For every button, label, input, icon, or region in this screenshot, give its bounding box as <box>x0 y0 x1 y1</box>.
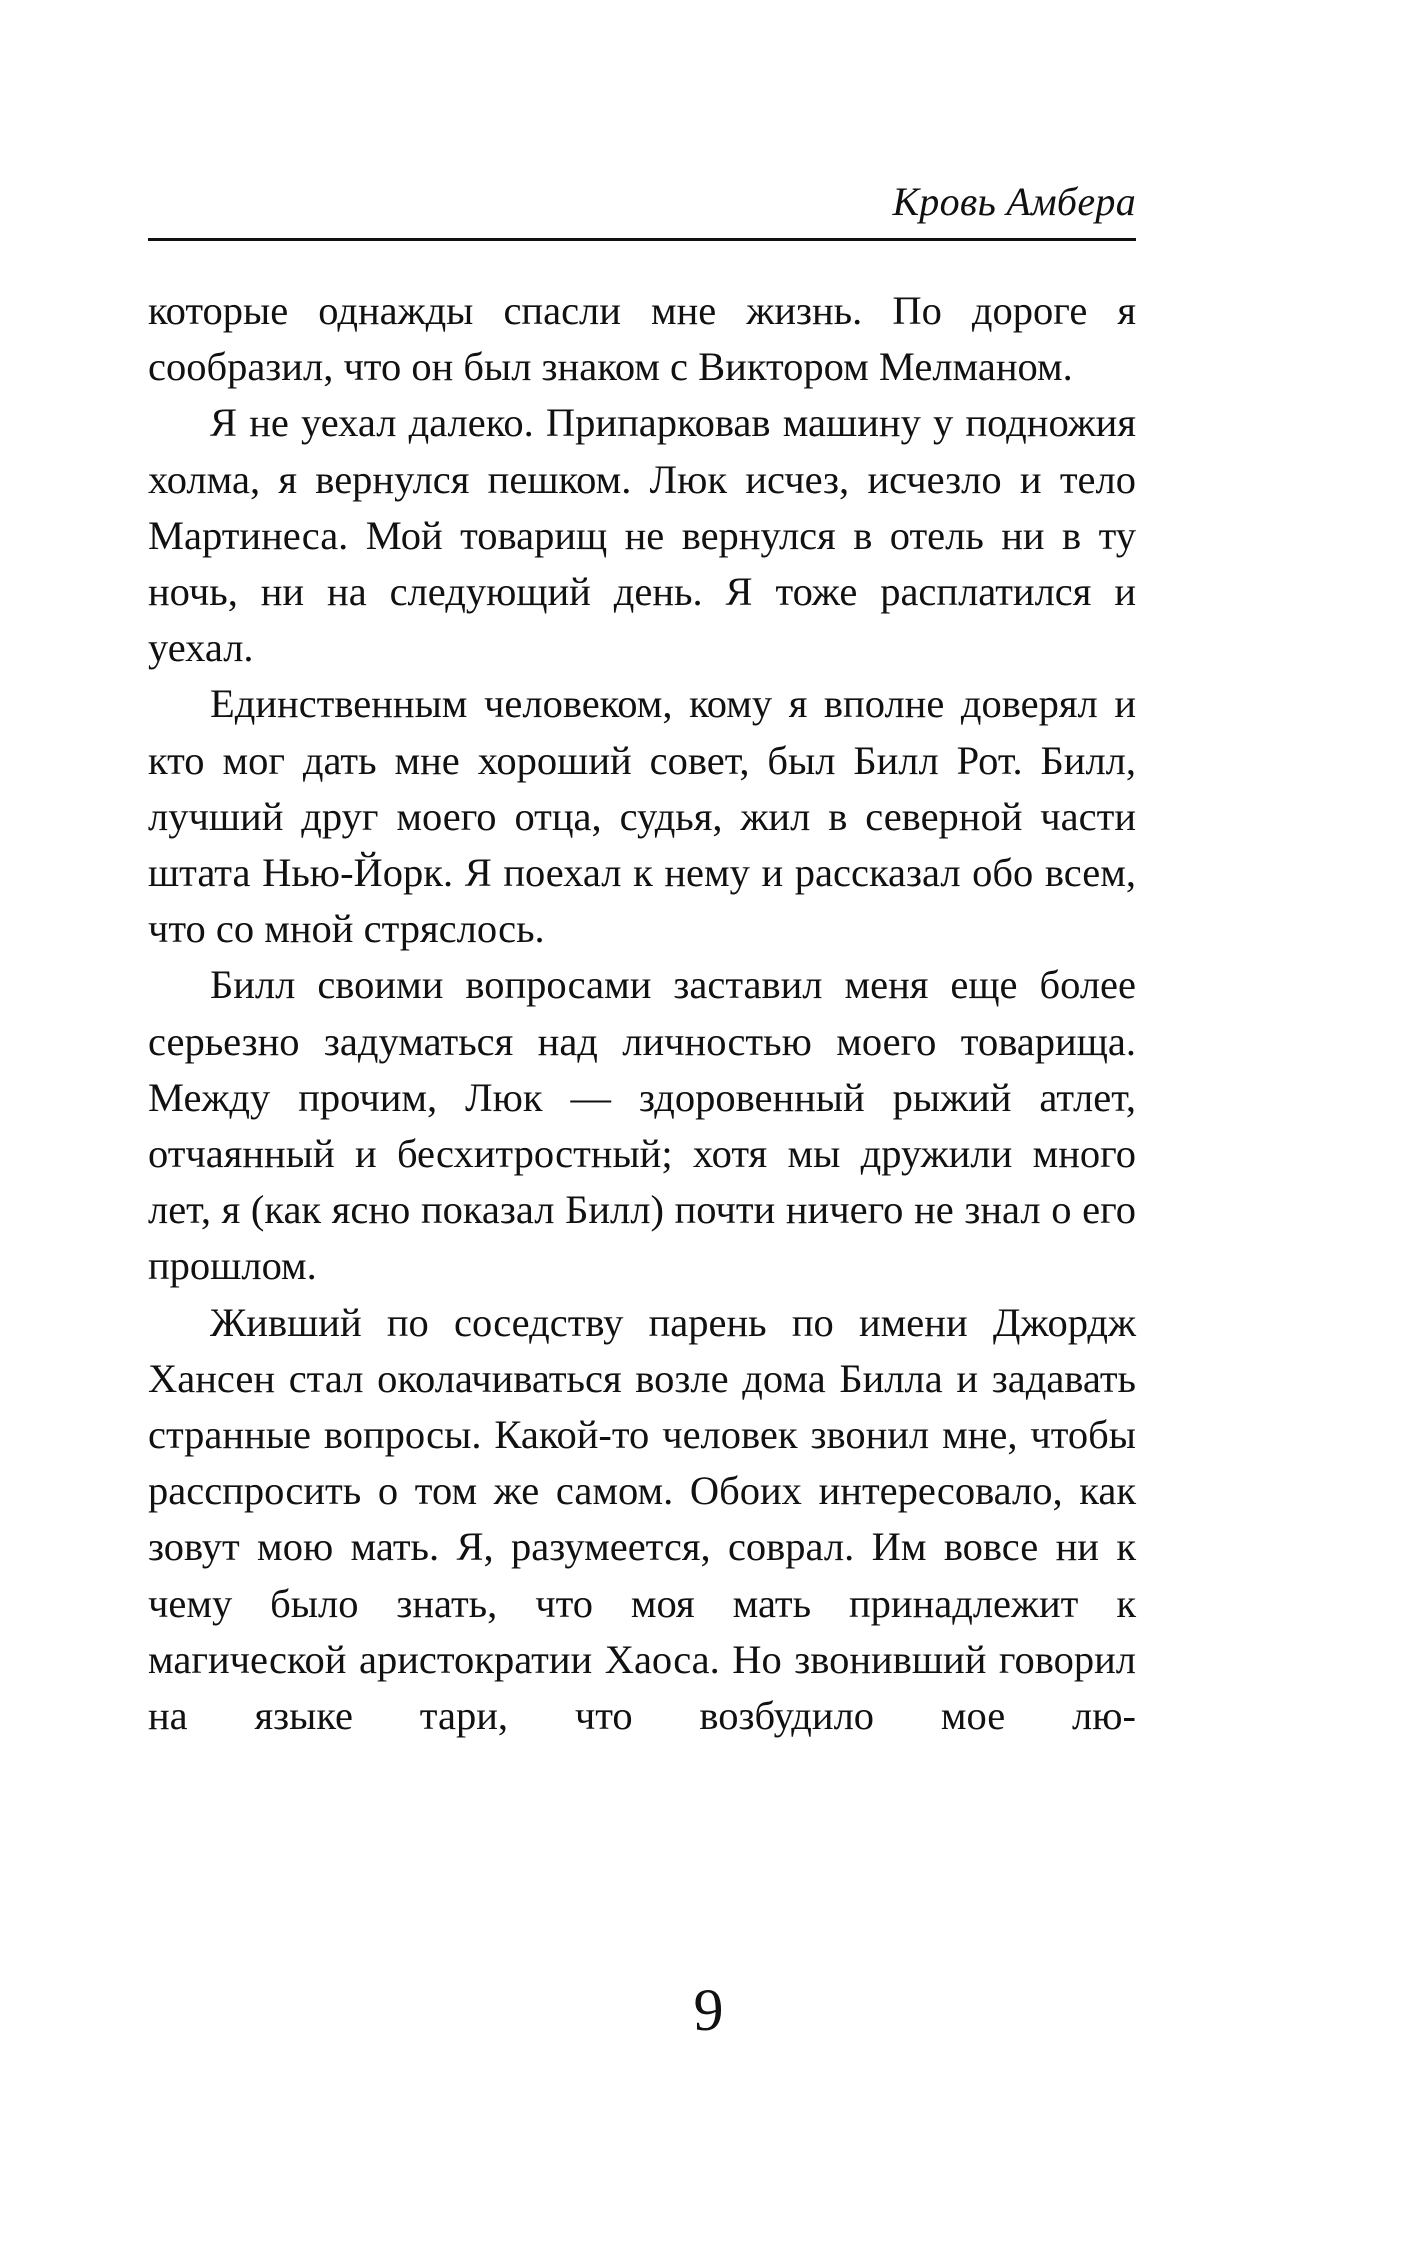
page-number: 9 <box>693 1977 724 2043</box>
paragraph-1: которые однажды спасли мне жизнь. По дороге я сообразил, что он был знаком с Виктором Мелманом. <box>148 288 1136 390</box>
paragraph-4: Билл своими вопросами заставил меня еще более серьезно задуматься над личностью моего товарища. Между прочим, Люк — здоровенный рыжий атлет, отчаянный и бесхитростный; хотя мы дружили много лет, я (как ясно показал Билл) почти ничего не знал о его прошлом. <box>148 962 1136 1289</box>
running-title: Кровь Амбера <box>892 179 1136 224</box>
running-header <box>148 180 1136 241</box>
paragraph-2: Я не уехал далеко. Припарковав машину у подножия холма, я вернулся пешком. Люк исчез, исчезло и тело Мартинеса. Мой товарищ не вернулся в отель ни в ту ночь, ни на следующий день. Я тоже расплатился и уехал. <box>148 400 1136 671</box>
body-text <box>148 283 1136 1744</box>
paragraph-3: Единственным человеком, кому я вполне доверял и кто мог дать мне хороший совет, был Билл Рот. Билл, лучший друг моего отца, судья, жил в северной части штата Нью-Йорк. Я поехал к нему и рассказал обо всем, что со мной стряслось. <box>148 681 1136 952</box>
paragraph-5: Живший по соседству парень по имени Джордж Хансен стал околачиваться возле дома Билла и задавать странные вопросы. Какой-то человек звонил мне, чтобы расспросить о том же самом. Обоих интересовало, как зовут мою мать. Я, разумеется, соврал. Им вовсе ни к чему было знать, что моя мать принадлежит к магической аристократии Хаоса. Но звонивший говорил на языке тари, что возбудило мое лю- <box>148 1299 1136 1739</box>
